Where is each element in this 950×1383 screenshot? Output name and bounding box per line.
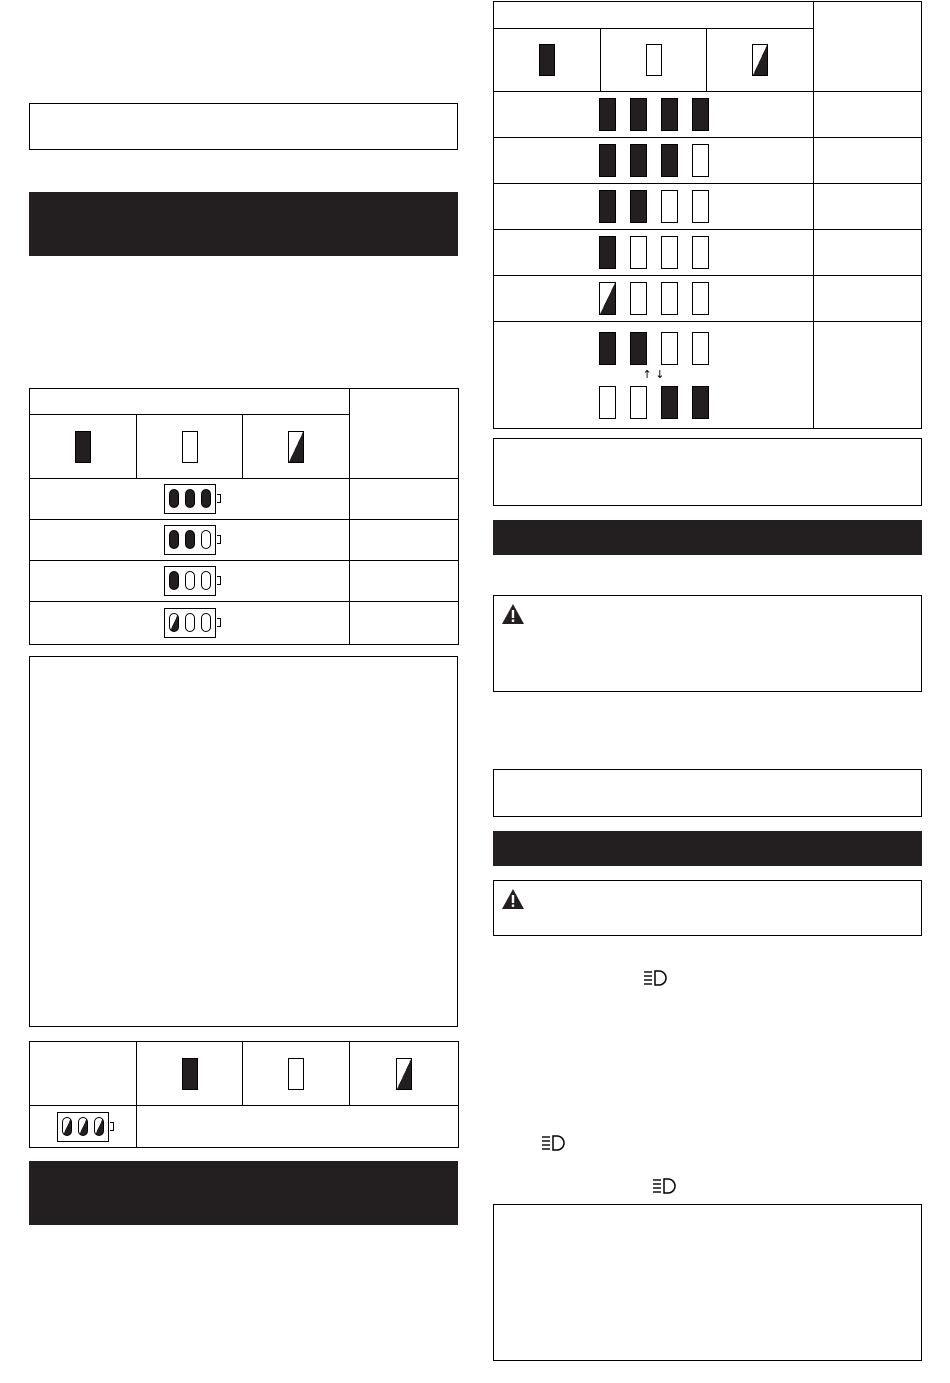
section-heading-bar xyxy=(29,192,458,256)
capacity-cell xyxy=(814,230,922,276)
legend-blinking xyxy=(243,415,350,479)
note-box-top xyxy=(29,103,458,150)
table-row xyxy=(494,322,922,429)
indicator-lamp-table xyxy=(493,1,922,429)
table-row xyxy=(494,138,922,184)
note-box-1 xyxy=(493,438,922,506)
blinking-indicator-icon xyxy=(288,431,304,463)
description-cell xyxy=(137,1106,459,1148)
table-row xyxy=(494,184,922,230)
battery-gauge-icon xyxy=(164,608,216,638)
section-heading-bar xyxy=(29,1161,458,1225)
capacity-cell xyxy=(350,561,459,602)
legend-off xyxy=(137,415,243,479)
capacity-cell xyxy=(814,276,922,322)
capacity-cell xyxy=(350,520,459,561)
capacity-cell xyxy=(814,92,922,138)
note-box-2 xyxy=(493,769,922,817)
table-row xyxy=(494,276,922,322)
table-row xyxy=(30,602,459,645)
lighted-indicator-icon xyxy=(182,1058,198,1090)
legend-lighted xyxy=(30,415,137,479)
legend-off xyxy=(601,29,707,92)
battery-gauge-icon xyxy=(164,484,216,514)
capacity-cell xyxy=(814,184,922,230)
blinking-indicator-table xyxy=(29,1041,459,1148)
capacity-cell xyxy=(350,479,459,520)
off-indicator-icon xyxy=(288,1058,304,1090)
capacity-cell xyxy=(814,322,922,429)
lights-header-cell xyxy=(30,389,350,415)
battery-gauge-icon xyxy=(164,525,216,555)
caution-box-1 xyxy=(493,595,922,692)
table-row xyxy=(30,479,459,520)
lighted-indicator-icon xyxy=(539,44,555,76)
table-row xyxy=(494,92,922,138)
empty-header-cell xyxy=(30,1042,137,1106)
blinking-indicator-icon xyxy=(752,44,768,76)
legend-lighted xyxy=(494,29,601,92)
lights-header-cell xyxy=(494,2,814,29)
capacity-header-cell xyxy=(350,389,459,479)
capacity-header-cell xyxy=(814,2,922,92)
note-box-large xyxy=(29,656,458,1027)
legend-blinking xyxy=(350,1042,459,1106)
legend-off xyxy=(243,1042,350,1106)
warning-triangle-icon xyxy=(501,603,525,625)
capacity-cell xyxy=(814,138,922,184)
alternating-arrows-icon: ↑ ↓ xyxy=(642,367,665,381)
battery-capacity-table xyxy=(29,388,459,645)
legend-lighted xyxy=(137,1042,243,1106)
section-heading-bar xyxy=(493,520,922,555)
table-row xyxy=(494,230,922,276)
front-lamp-icon xyxy=(541,1135,567,1151)
battery-gauge-icon xyxy=(57,1112,109,1142)
warning-triangle-icon xyxy=(501,888,525,910)
legend-blinking xyxy=(707,29,814,92)
table-row xyxy=(30,1106,459,1148)
table-row xyxy=(30,561,459,602)
front-lamp-icon xyxy=(643,970,669,986)
front-lamp-icon xyxy=(652,1178,678,1194)
section-heading-bar xyxy=(493,831,922,866)
battery-gauge-icon xyxy=(164,566,216,596)
note-box-3 xyxy=(493,1204,922,1361)
off-indicator-icon xyxy=(182,431,198,463)
caution-box-2 xyxy=(493,880,922,936)
off-indicator-icon xyxy=(646,44,662,76)
lighted-indicator-icon xyxy=(75,431,91,463)
capacity-cell xyxy=(350,602,459,645)
blinking-indicator-icon xyxy=(396,1058,412,1090)
table-row xyxy=(30,520,459,561)
